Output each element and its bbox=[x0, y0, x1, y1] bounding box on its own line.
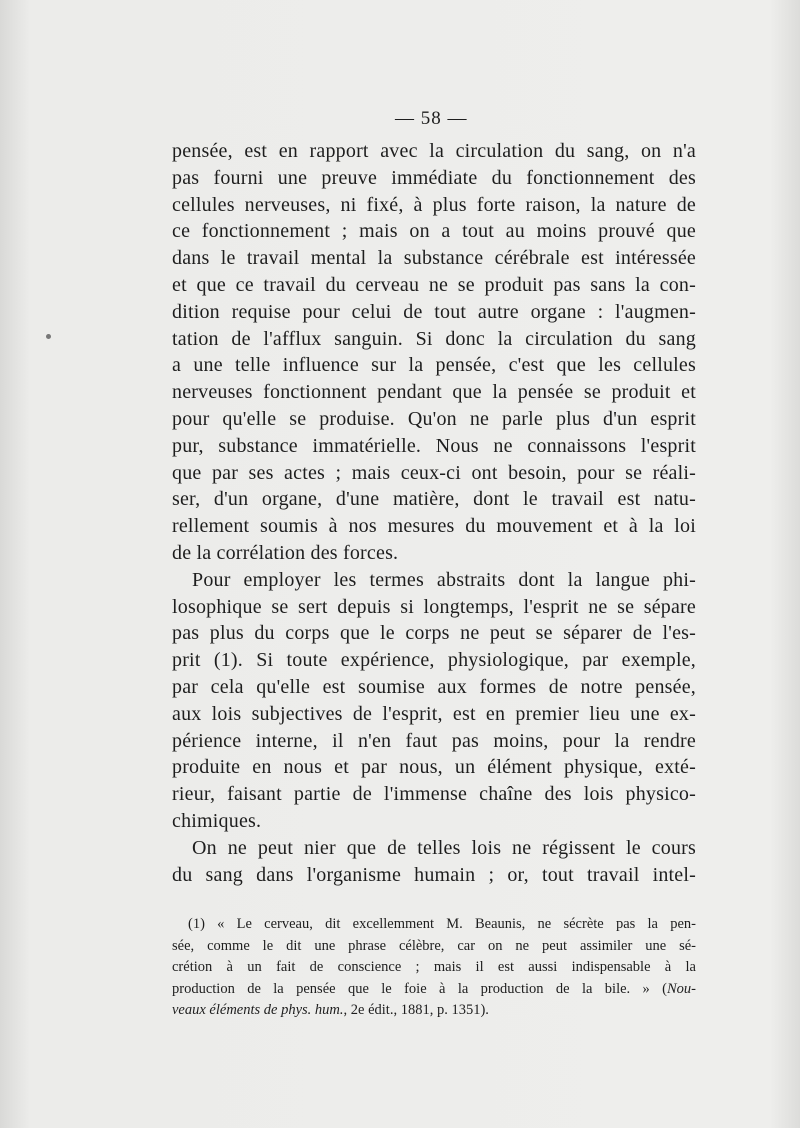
footnote-citation: veaux éléments de phys. hum. bbox=[172, 1002, 344, 1018]
text-line: ser, d'un organe, d'une matière, dont le travail est natu- bbox=[172, 488, 696, 511]
text-line: que par ses actes ; mais ceux-ci ont besoin, pour se réali- bbox=[172, 461, 696, 484]
text-line: cellules nerveuses, ni fixé, à plus forte raison, la nature de bbox=[172, 193, 696, 216]
text-line: pensée, est en rapport avec la circulation du sang, on n'a bbox=[172, 140, 696, 162]
text-line: chimiques. bbox=[172, 809, 262, 832]
footnote-text: production de la pensée que le foie à la production de la bile. » ( bbox=[172, 980, 667, 997]
text-line: produite en nous et par nous, un élément physique, exté- bbox=[172, 756, 696, 779]
text-line: On ne peut nier que de telles lois ne régissent le cours bbox=[192, 836, 696, 859]
text-line: périence interne, il n'en faut pas moins, pour la rendre bbox=[172, 729, 696, 752]
text-line: losophique se sert depuis si longtemps, l'esprit ne se sépare bbox=[172, 595, 696, 618]
text-line: et que ce travail du cerveau ne se produit pas sans la con- bbox=[172, 273, 696, 296]
footnote-line bbox=[172, 979, 696, 1001]
text-line: dans le travail mental la substance cérébrale est intéressée bbox=[172, 247, 696, 270]
footnote-line bbox=[172, 1000, 696, 1022]
text-line: nerveuses fonctionnent pendant que la pensée se produit et bbox=[172, 381, 696, 404]
main-text bbox=[172, 138, 696, 888]
text-line: rellement soumis à nos mesures du mouvement et à la loi bbox=[172, 515, 696, 538]
text-line: pas fourni une preuve immédiate du fonctionnement des bbox=[172, 166, 696, 189]
text-line: du sang dans l'organisme humain ; or, tout travail intel- bbox=[172, 863, 696, 886]
text-line: a une telle influence sur la pensée, c'est que les cellules bbox=[172, 354, 696, 377]
text-line: aux lois subjectives de l'esprit, est en premier lieu une ex- bbox=[172, 702, 696, 725]
footnote-line: sée, comme le dit une phrase célèbre, car on ne peut assimiler une sé- bbox=[172, 937, 696, 954]
text-line: prit (1). Si toute expérience, physiologique, par exemple, bbox=[172, 649, 696, 672]
text-line: pur, substance immatérielle. Nous ne connaissons l'esprit bbox=[172, 434, 696, 457]
text-line: ce fonctionnement ; mais on a tout au moins prouvé que bbox=[172, 220, 696, 243]
text-line: dition requise pour celui de tout autre organe : l'augmen- bbox=[172, 300, 696, 323]
text-line: rieur, faisant partie de l'immense chaîne des lois physico- bbox=[172, 783, 696, 806]
footnote bbox=[172, 914, 696, 1022]
page-speck bbox=[46, 334, 51, 339]
footnote-line: (1) « Le cerveau, dit excellemment M. Beaunis, ne sécrète pas la pen- bbox=[188, 916, 696, 932]
text-line: pour qu'elle se produise. Qu'on ne parle plus d'un esprit bbox=[172, 407, 696, 430]
text-line: par cela qu'elle est soumise aux formes de notre pensée, bbox=[172, 675, 696, 698]
footnote-citation: Nou- bbox=[667, 980, 696, 997]
footnote-text: , 2e édit., 1881, p. 1351). bbox=[343, 1002, 489, 1018]
footnote-line: crétion à un fait de conscience ; mais il est aussi indispensable à la bbox=[172, 959, 696, 975]
text-line: Pour employer les termes abstraits dont la langue phi- bbox=[192, 568, 696, 591]
text-line: pas plus du corps que le corps ne peut se séparer de l'es- bbox=[172, 622, 696, 645]
page-number: — 58 — bbox=[395, 108, 468, 129]
text-line: tation de l'afflux sanguin. Si donc la circulation du sang bbox=[172, 327, 696, 350]
text-line: de la corrélation des forces. bbox=[172, 541, 399, 564]
